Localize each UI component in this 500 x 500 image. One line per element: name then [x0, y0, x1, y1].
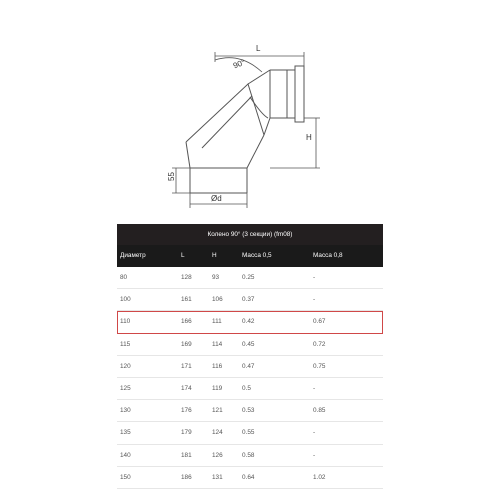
- dim-angle-label: 90°: [231, 57, 247, 71]
- cell-mass-05: 0.25: [242, 274, 255, 281]
- table-row: [117, 378, 383, 400]
- header-mass-05: Масса 0,5: [242, 252, 272, 259]
- cell-mass-05: 0.42: [242, 318, 255, 326]
- header-diameter: Диаметр: [120, 252, 146, 259]
- table-row-highlighted: [117, 311, 383, 333]
- header-mass-08: Масса 0,8: [313, 252, 343, 259]
- header-H: H: [212, 252, 217, 259]
- cell-mass-08: -: [313, 274, 316, 281]
- dim-H-label: H: [306, 133, 312, 142]
- cell-L: 169: [181, 340, 192, 348]
- cell-mass-05: 0.47: [242, 362, 255, 370]
- dimension-lines: [172, 52, 320, 208]
- cell-mass-05: 0.37: [242, 296, 255, 304]
- dim-55-label: 55: [167, 172, 176, 181]
- cell-diameter: 150: [120, 473, 131, 481]
- cell-mass-08: -: [313, 429, 316, 437]
- cell-H: 116: [212, 362, 223, 370]
- cell-diameter: 80: [120, 274, 128, 281]
- table-row: [117, 267, 383, 289]
- cell-mass-08: 0.67: [313, 318, 326, 326]
- cell-mass-08: 0.85: [313, 407, 326, 415]
- elbow-outline: [186, 66, 304, 193]
- cell-diameter: 125: [120, 384, 131, 392]
- elbow-socket-ring: [295, 66, 304, 122]
- cell-L: 161: [181, 296, 192, 304]
- cell-mass-05: 0.53: [242, 407, 255, 415]
- cell-L: 179: [181, 429, 192, 437]
- elbow-inner-arc: [250, 97, 268, 118]
- elbow-top-outlet: [270, 70, 295, 118]
- elbow-lower-seam: [186, 142, 190, 168]
- cell-H: 106: [212, 296, 223, 304]
- cell-mass-05: 0.55: [242, 429, 255, 437]
- table-row: [117, 334, 383, 356]
- cell-diameter: 115: [120, 340, 131, 348]
- elbow-bottom-section: [190, 168, 247, 193]
- elbow-technical-drawing: [0, 0, 500, 220]
- cell-mass-08: 0.72: [313, 340, 326, 348]
- cell-mass-08: 1.02: [313, 473, 326, 481]
- cell-L: 171: [181, 362, 192, 370]
- header-L: L: [181, 252, 185, 259]
- cell-H: 126: [212, 451, 223, 459]
- cell-mass-08: -: [313, 451, 316, 459]
- cell-mass-05: 0.58: [242, 451, 255, 459]
- cell-mass-05: 0.5: [242, 384, 251, 392]
- cell-diameter: 140: [120, 451, 131, 459]
- cell-mass-08: 0.75: [313, 362, 326, 370]
- cell-H: 93: [212, 274, 220, 281]
- table-row: [117, 289, 383, 311]
- table-row: [117, 356, 383, 378]
- cell-mass-05: 0.64: [242, 473, 255, 481]
- cell-H: 131: [212, 473, 223, 481]
- cell-L: 176: [181, 407, 192, 415]
- dimensions-table: [117, 224, 383, 489]
- cell-L: 186: [181, 473, 192, 481]
- cell-mass-05: 0.45: [242, 340, 255, 348]
- elbow-drawing-svg: [0, 0, 500, 220]
- table-row: [117, 400, 383, 422]
- cell-L: 174: [181, 384, 192, 392]
- cell-H: 121: [212, 407, 223, 415]
- elbow-lower-seam-right: [247, 135, 264, 168]
- cell-H: 119: [212, 384, 223, 392]
- cell-diameter: 100: [120, 296, 131, 304]
- cell-L: 128: [181, 274, 192, 281]
- elbow-outlet-left: [264, 118, 270, 135]
- table-row: [117, 445, 383, 467]
- table-title: Колено 90° (3 секции) (fm08): [117, 224, 383, 245]
- dim-d-label: Ød: [211, 194, 222, 203]
- cell-H: 124: [212, 429, 223, 437]
- cell-diameter: 110: [120, 318, 131, 326]
- cell-H: 114: [212, 340, 223, 348]
- cell-diameter: 130: [120, 407, 131, 415]
- cell-mass-08: -: [313, 384, 316, 392]
- cell-L: 166: [181, 318, 192, 326]
- elbow-middle-section: [186, 84, 264, 142]
- cell-diameter: 120: [120, 362, 131, 370]
- cell-H: 111: [212, 318, 222, 326]
- elbow-upper-seam: [248, 70, 270, 84]
- cell-L: 181: [181, 451, 192, 459]
- cell-mass-08: -: [313, 296, 316, 304]
- table-row: [117, 422, 383, 444]
- table-header-row: [117, 245, 383, 267]
- dim-L-label: L: [256, 44, 261, 53]
- table-row: [117, 467, 383, 489]
- cell-diameter: 135: [120, 429, 131, 437]
